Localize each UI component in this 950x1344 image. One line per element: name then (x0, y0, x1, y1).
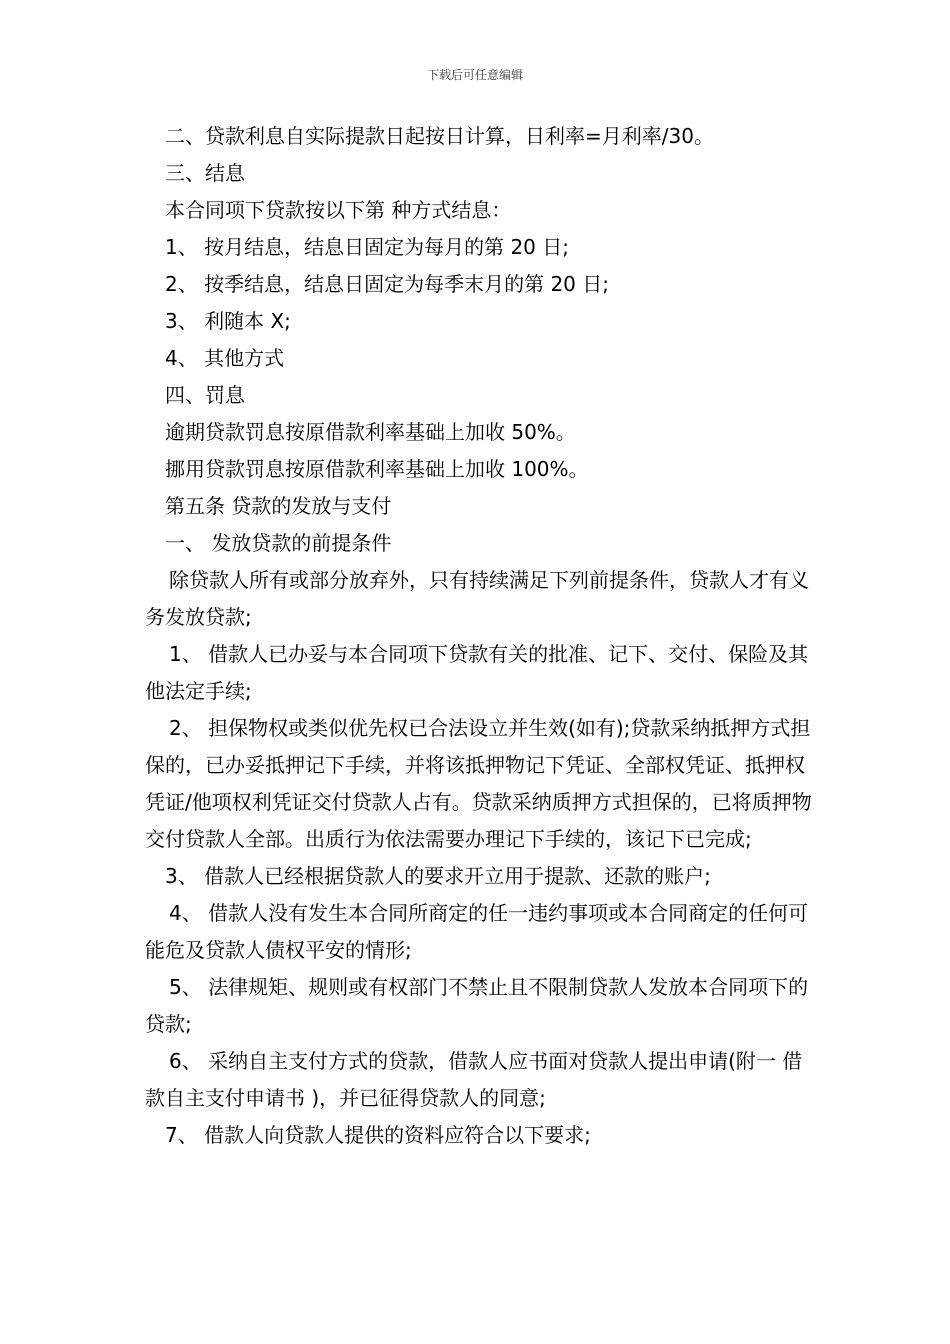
section-heading: 四、罚息 (165, 383, 245, 407)
document-body (145, 118, 815, 1154)
page-header: 下载后可任意编辑 (426, 68, 523, 82)
text-line: 挪用贷款罚息按原借款利率基础上加收 100%。 (165, 457, 589, 481)
article-heading: 第五条 贷款的发放与支付 (165, 494, 392, 518)
list-item: 1、 按月结息，结息日固定为每月的第 20 日; (165, 235, 569, 259)
list-paragraph: 1、 借款人已办妥与本合同项下贷款有关的批准、记下、交付、保险及其他法定手续; (145, 642, 809, 703)
list-paragraph: 6、 采纳自主支付方式的贷款，借款人应书面对贷款人提出申请(附一 借款自主支付申请书 )，并已征得贷款人的同意; (145, 1049, 803, 1110)
paragraph: 除贷款人所有或部分放弃外，只有持续满足下列前提条件，贷款人才有义务发放贷款; (145, 568, 809, 629)
text-line: 二、贷款利息自实际提款日起按日计算，日利率=月利率/30。 (165, 124, 714, 148)
text-line: 本合同项下贷款按以下第 种方式结息： (165, 198, 512, 222)
list-paragraph: 5、 法律规矩、规则或有权部门不禁止且不限制贷款人发放本合同项下的贷款; (145, 975, 809, 1036)
list-paragraph: 4、 借款人没有发生本合同所商定的任一违约事项或本合同商定的任何可能危及贷款人债权平安的情形; (145, 901, 809, 962)
list-paragraph: 2、 担保物权或类似优先权已合法设立并生效(如有);贷款采纳抵押方式担保的，已办妥抵押记下手续，并将该抵押物记下凭证、全部权凭证、抵押权凭证/他项权利凭证交付贷款人占有。贷款采纳质押方式担保的，已将质押物交付贷款人全部。出质行为依法需要办理记下手续的，该记下已完成; (145, 716, 812, 851)
list-item: 4、 其他方式 (165, 346, 285, 370)
text-line: 逾期贷款罚息按原借款利率基础上加收 50%。 (165, 420, 576, 444)
list-item: 3、 借款人已经根据贷款人的要求开立用于提款、还款的账户; (165, 864, 711, 888)
list-item: 7、 借款人向贷款人提供的资料应符合以下要求; (165, 1123, 591, 1147)
list-item: 3、 利随本 X; (165, 309, 291, 333)
section-heading: 三、结息 (165, 161, 245, 185)
section-heading: 一、 发放贷款的前提条件 (165, 531, 392, 555)
list-item: 2、 按季结息，结息日固定为每季末月的第 20 日; (165, 272, 609, 296)
